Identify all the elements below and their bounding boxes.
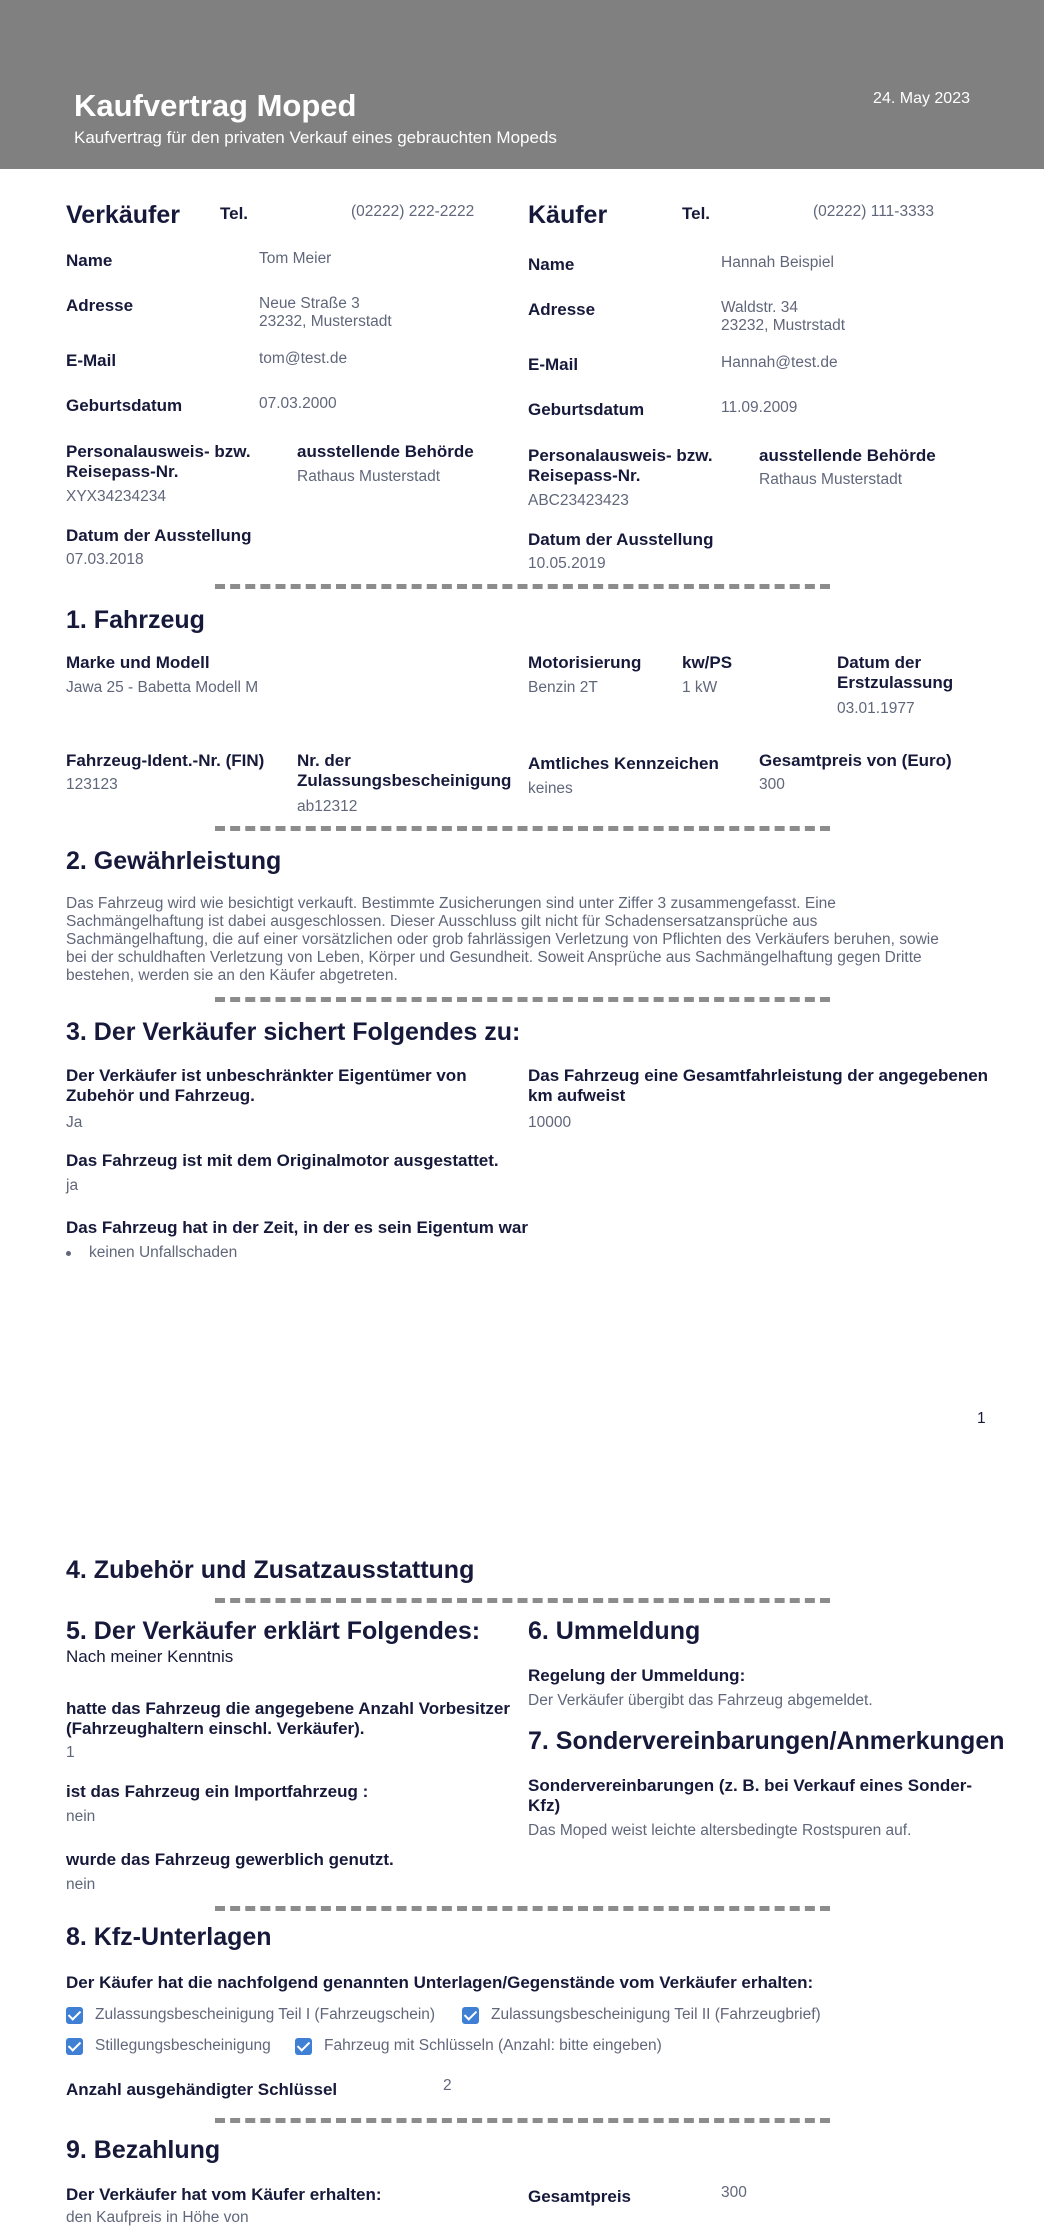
buyer-issue: 10.05.2019 <box>528 555 606 572</box>
seller-id: XYX34234234 <box>66 488 166 505</box>
seller-tel-label: Tel. <box>220 204 249 223</box>
buyer-email-label: E-Mail <box>528 355 579 374</box>
seller-tel: (02222) 222-2222 <box>351 203 475 220</box>
assurance-mileage-label-2: km aufweist <box>528 1086 626 1105</box>
declaration-owners-label-2: (Fahrzeughaltern einschl. Verkäufer). <box>66 1719 365 1738</box>
section-divider <box>215 584 830 589</box>
special-value: Das Moped weist leichte altersbedingte Rostspuren auf. <box>528 1822 912 1839</box>
section-vehicle-heading: 1. Fahrzeug <box>66 606 205 634</box>
declaration-owners: 1 <box>66 1744 75 1761</box>
documents-intro: Der Käufer hat die nachfolgend genannten Unterlagen/Gegenstände vom Verkäufer erhalten: <box>66 1973 814 1992</box>
buyer-address-line2: 23232, Mustrstadt <box>721 317 846 334</box>
assurance-owner-label-1: Der Verkäufer ist unbeschränkter Eigentümer von <box>66 1066 467 1085</box>
section-declarations-heading: 5. Der Verkäufer erklärt Folgendes: <box>66 1617 481 1645</box>
seller-address-line2: 23232, Musterstadt <box>259 313 392 330</box>
section-divider <box>215 2118 830 2123</box>
payment-received-text: den Kaufpreis in Höhe von <box>66 2209 249 2226</box>
seller-birth: 07.03.2000 <box>259 395 337 412</box>
document-item-label: Stillegungsbescheinigung <box>95 2037 271 2054</box>
assurance-history-item: keinen Unfallschaden <box>89 1244 238 1261</box>
document-item-label: Zulassungsbescheinigung Teil II (Fahrzeugbrief) <box>491 2006 821 2023</box>
page-number: 1 <box>977 1410 986 1427</box>
warranty-text-line: bei der schuldhaften Verletzung von Leben, Körper und Gesundheit. Soweit Ansprüche aus Sachmängelhaftung gegen Dritte <box>66 949 922 966</box>
assurance-history-label: Das Fahrzeug hat in der Zeit, in der es sein Eigentum war <box>66 1218 528 1237</box>
seller-address-line1: Neue Straße 3 <box>259 295 360 312</box>
section-documents-heading: 8. Kfz-Unterlagen <box>66 1923 272 1951</box>
vehicle-power-label: kw/PS <box>682 653 733 672</box>
seller-issue-label: Datum der Ausstellung <box>66 526 252 545</box>
vehicle-plate: keines <box>528 780 573 797</box>
section-assurances-heading: 3. Der Verkäufer sichert Folgendes zu: <box>66 1018 521 1046</box>
vehicle-first-reg: 03.01.1977 <box>837 700 915 717</box>
buyer-address-line1: Waldstr. 34 <box>721 299 798 316</box>
vehicle-engine-label: Motorisierung <box>528 653 642 672</box>
assurance-engine-label: Das Fahrzeug ist mit dem Originalmotor ausgestattet. <box>66 1151 499 1170</box>
vehicle-plate-label: Amtliches Kennzeichen <box>528 754 719 773</box>
document-checkbox-item[interactable] <box>462 2006 821 2024</box>
section-divider <box>215 826 830 831</box>
declaration-commercial: nein <box>66 1876 96 1893</box>
seller-name: Tom Meier <box>259 250 332 267</box>
buyer-name: Hannah Beispiel <box>721 254 834 271</box>
reregistration-rule-label: Regelung der Ummeldung: <box>528 1666 746 1685</box>
seller-heading: Verkäufer <box>66 201 180 229</box>
buyer-birth-label: Geburtsdatum <box>528 400 645 419</box>
payment-total: 300 <box>721 2184 747 2201</box>
document-item-label: Zulassungsbescheinigung Teil I (Fahrzeugschein) <box>95 2006 436 2023</box>
buyer-birth: 11.09.2009 <box>721 399 798 416</box>
buyer-tel: (02222) 111-3333 <box>813 203 934 220</box>
section-accessories-heading: 4. Zubehör und Zusatzausstattung <box>66 1556 475 1584</box>
warranty-text-line: Sachmängelhaftung ist dabei ausgeschlossen. Dieser Ausschluss gilt nicht für Schadensersatzansprüche aus <box>66 913 818 930</box>
checkbox-checked-icon[interactable] <box>66 2007 83 2024</box>
seller-issue: 07.03.2018 <box>66 551 144 568</box>
vehicle-first-reg-label-2: Erstzulassung <box>837 673 954 692</box>
buyer-id-label-1: Personalausweis- bzw. <box>528 446 713 465</box>
payment-received-label: Der Verkäufer hat vom Käufer erhalten: <box>66 2185 382 2204</box>
checkbox-checked-icon[interactable] <box>462 2007 479 2024</box>
document-checkbox-item[interactable] <box>66 2037 271 2055</box>
payment-total-label: Gesamtpreis <box>528 2187 631 2206</box>
vehicle-price: 300 <box>759 776 785 793</box>
warranty-text-line: Das Fahrzeug wird wie besichtigt verkauft. Bestimmte Zusicherungen sind unter Ziffer 3 zusammengefasst. Eine <box>66 895 836 912</box>
assurance-mileage: 10000 <box>528 1114 572 1131</box>
page-subtitle: Kaufvertrag für den privaten Verkauf eines gebrauchten Mopeds <box>74 128 557 147</box>
buyer-address-label: Adresse <box>528 300 596 319</box>
assurance-mileage-label-1: Das Fahrzeug eine Gesamtfahrleistung der angegebenen <box>528 1066 989 1085</box>
seller-address-label: Adresse <box>66 296 134 315</box>
seller-authority: Rathaus Musterstadt <box>297 468 441 485</box>
vehicle-reg-cert-label-2: Zulassungsbescheinigung <box>297 771 512 790</box>
documents-keys-label: Anzahl ausgehändigter Schlüssel <box>66 2080 338 2099</box>
assurance-owner: Ja <box>66 1114 83 1131</box>
vehicle-model-label: Marke und Modell <box>66 653 210 672</box>
special-label-2: Kfz) <box>528 1796 561 1815</box>
vehicle-engine: Benzin 2T <box>528 679 598 696</box>
seller-name-label: Name <box>66 251 113 270</box>
vehicle-model: Jawa 25 - Babetta Modell M <box>66 679 259 696</box>
vehicle-reg-cert: ab12312 <box>297 798 358 815</box>
buyer-email: Hannah@test.de <box>721 354 838 371</box>
list-item <box>66 1244 237 1262</box>
checkbox-checked-icon[interactable] <box>66 2038 83 2055</box>
section-special-heading: 7. Sondervereinbarungen/Anmerkungen <box>528 1727 1005 1755</box>
assurance-owner-label-2: Zubehör und Fahrzeug. <box>66 1086 255 1105</box>
bullet-icon <box>66 1251 71 1256</box>
declarations-intro: Nach meiner Kenntnis <box>66 1647 234 1666</box>
vehicle-reg-cert-label-1: Nr. der <box>297 751 351 770</box>
seller-email-label: E-Mail <box>66 351 117 370</box>
seller-birth-label: Geburtsdatum <box>66 396 183 415</box>
buyer-name-label: Name <box>528 255 575 274</box>
section-reregistration-heading: 6. Ummeldung <box>528 1617 701 1645</box>
buyer-heading: Käufer <box>528 201 608 229</box>
buyer-issue-label: Datum der Ausstellung <box>528 530 714 549</box>
vehicle-vin-label: Fahrzeug-Ident.-Nr. (FIN) <box>66 751 265 770</box>
warranty-text-line: bestehen, werden sie an den Käufer abgetreten. <box>66 967 398 984</box>
declaration-owners-label-1: hatte das Fahrzeug die angegebene Anzahl Vorbesitzer <box>66 1699 510 1718</box>
reregistration-rule: Der Verkäufer übergibt das Fahrzeug abgemeldet. <box>528 1692 873 1709</box>
buyer-authority-label: ausstellende Behörde <box>759 446 936 465</box>
warranty-text-line: Sachmängelhaftung, die auf einer vorsätzlichen oder grob fahrlässigen Verletzung von Pflichten des Verkäufers beruhen, sowie <box>66 931 939 948</box>
contract-date: 24. May 2023 <box>873 90 970 107</box>
seller-id-label-2: Reisepass-Nr. <box>66 462 179 481</box>
page-title: Kaufvertrag Moped <box>74 88 357 123</box>
buyer-authority: Rathaus Musterstadt <box>759 471 903 488</box>
seller-id-label-1: Personalausweis- bzw. <box>66 442 251 461</box>
section-divider <box>215 1598 830 1603</box>
documents-keys: 2 <box>443 2077 452 2094</box>
buyer-id: ABC23423423 <box>528 492 629 509</box>
document-checkbox-item[interactable] <box>295 2037 662 2055</box>
checkbox-checked-icon[interactable] <box>295 2038 312 2055</box>
buyer-tel-label: Tel. <box>682 204 711 223</box>
declaration-import: nein <box>66 1808 96 1825</box>
document-item-label: Fahrzeug mit Schlüsseln (Anzahl: bitte eingeben) <box>324 2037 662 2054</box>
assurance-engine: ja <box>66 1177 79 1194</box>
section-warranty-heading: 2. Gewährleistung <box>66 847 282 875</box>
section-divider <box>215 997 830 1002</box>
buyer-id-label-2: Reisepass-Nr. <box>528 466 641 485</box>
document-checkbox-item[interactable] <box>66 2006 435 2024</box>
declaration-import-label: ist das Fahrzeug ein Importfahrzeug : <box>66 1782 369 1801</box>
vehicle-price-label: Gesamtpreis von (Euro) <box>759 751 952 770</box>
vehicle-vin: 123123 <box>66 776 118 793</box>
special-label-1: Sondervereinbarungen (z. B. bei Verkauf eines Sonder- <box>528 1776 973 1795</box>
section-divider <box>215 1906 830 1911</box>
section-payment-heading: 9. Bezahlung <box>66 2136 221 2164</box>
vehicle-first-reg-label-1: Datum der <box>837 653 922 672</box>
seller-authority-label: ausstellende Behörde <box>297 442 474 461</box>
vehicle-power: 1 kW <box>682 679 718 696</box>
seller-email: tom@test.de <box>259 350 348 367</box>
declaration-commercial-label: wurde das Fahrzeug gewerblich genutzt. <box>66 1850 394 1869</box>
